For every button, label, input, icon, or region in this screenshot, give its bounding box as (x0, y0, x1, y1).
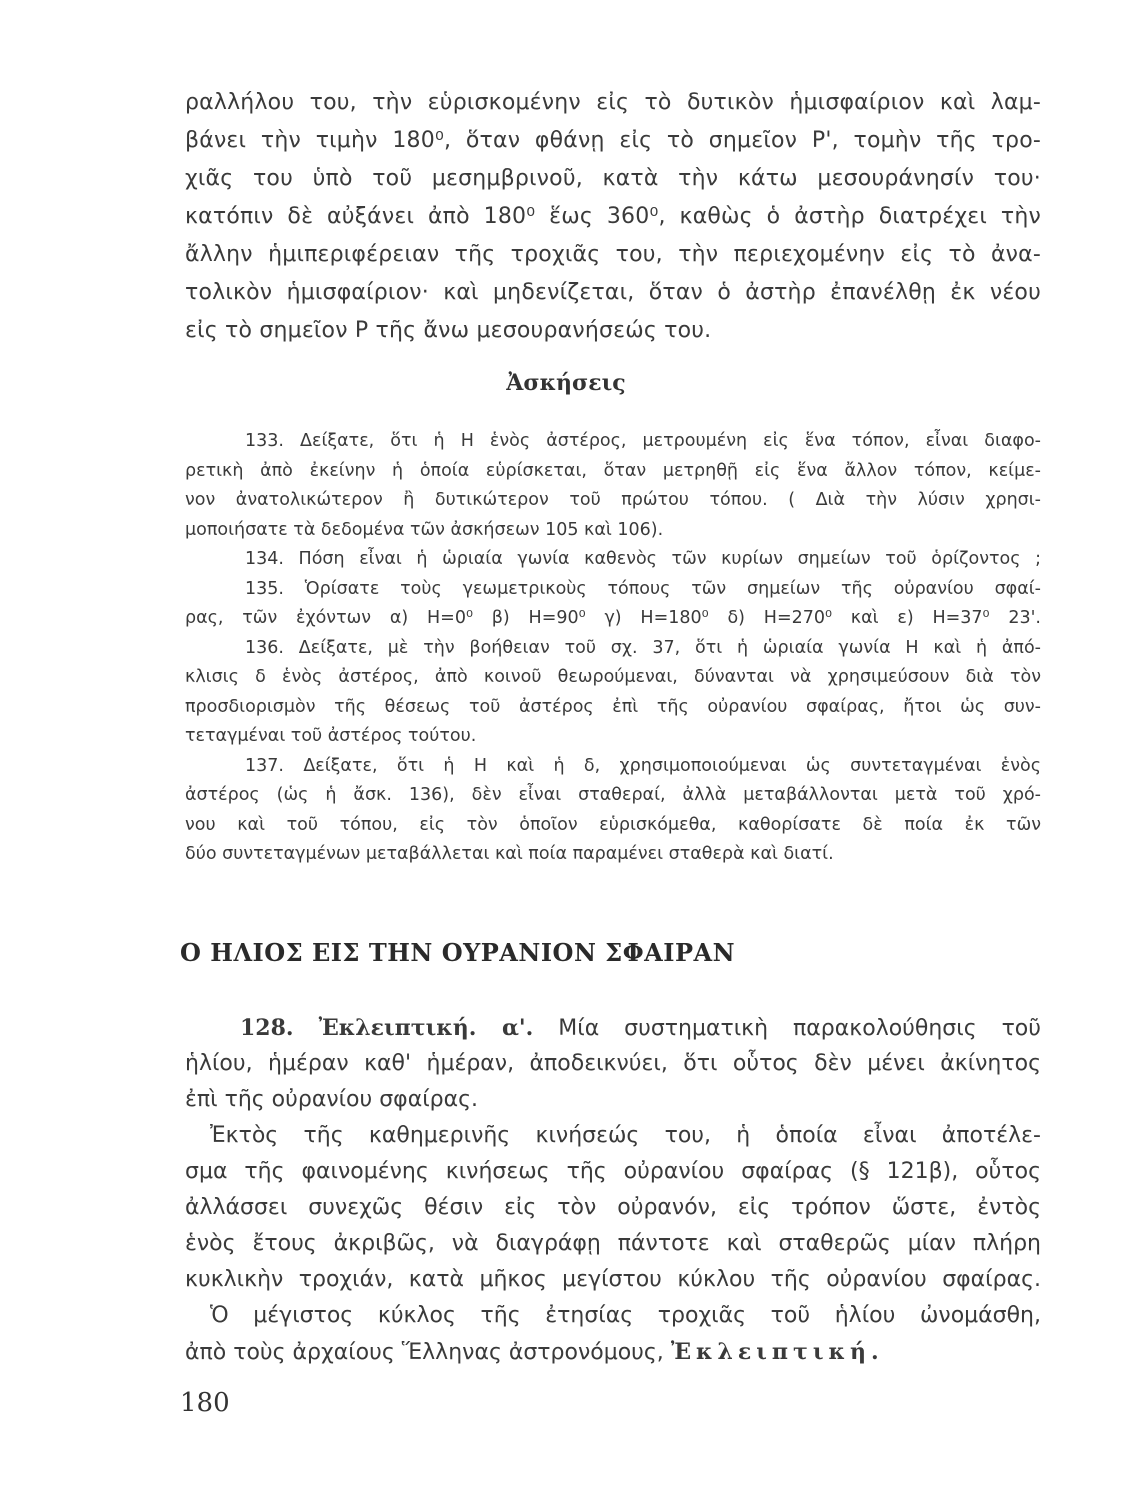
exercise-line: 137. Δείξατε, ὅτι ἡ Η καὶ ἡ δ, χρησιμοποιούμεναι ὡς συντεταγμέναι ἑνὸς (245, 755, 1041, 776)
text-line: κατόπιν δὲ αὐξάνει ἀπὸ 180⁰ ἕως 360⁰, καθὼς ὁ ἀστὴρ διατρέχει τὴν (185, 204, 1041, 229)
text-line: ἡλίου, ἡμέραν καθ' ἡμέραν, ἀποδεικνύει, ὅτι οὗτος δὲν μένει ἀκίνητος (185, 1051, 1041, 1076)
ecliptic-term: Ἐκλειπτική. (670, 1339, 884, 1365)
section-number: 128. (240, 1015, 294, 1041)
text-line: ραλλήλου του, τὴν εὑρισκομένην εἰς τὸ δυτικὸν ἡμισφαίριον καὶ λαμ- (185, 90, 1041, 115)
text-line: σμα τῆς φαινομένης κινήσεως τῆς οὐρανίου σφαίρας (§ 121β), οὗτος (185, 1159, 1041, 1184)
exercise-line: 135. Ὁρίσατε τοὺς γεωμετρικοὺς τόπους τῶν σημείων τῆς οὐρανίου σφαί- (245, 578, 1041, 599)
exercise-line: ἀστέρος (ὡς ἡ ἄσκ. 136), δὲν εἶναι σταθεραί, ἀλλὰ μεταβάλλονται μετὰ τοῦ χρό- (185, 785, 1041, 805)
page-number: 180 (180, 1388, 230, 1418)
exercise-line: 136. Δείξατε, μὲ τὴν βοήθειαν τοῦ σχ. 37, ὅτι ἡ ὡριαία γωνία Η καὶ ἡ ἀπό- (245, 637, 1041, 658)
exercises-list (185, 427, 1041, 870)
exercise-line: 134. Πόση εἶναι ἡ ὡριαία γωνία καθενὸς τῶν κυρίων σημείων τοῦ ὁρίζοντος ; (245, 549, 1041, 569)
text-span: Μία συστηματικὴ παρακολούθησις τοῦ (558, 1016, 1041, 1041)
exercise-line: μοποιήσατε τὰ δεδομένα τῶν ἀσκήσεων 105 καὶ 106). (185, 519, 664, 540)
text-line: ἀλλάσσει συνεχῶς θέσιν εἰς τὸν οὐρανόν, εἰς τρόπον ὥστε, ἐντὸς (185, 1195, 1041, 1220)
section-128 (185, 1010, 1041, 1370)
text-line: κυκλικὴν τροχιάν, κατὰ μῆκος μεγίστου κύκλου τῆς οὐρανίου σφαίρας. (185, 1267, 1041, 1292)
text-line: τολικὸν ἡμισφαίριον· καὶ μηδενίζεται, ὅταν ὁ ἀστὴρ ἐπανέλθῃ ἐκ νέου (185, 280, 1041, 305)
exercise-line: προσδιορισμὸν τῆς θέσεως τοῦ ἀστέρος ἐπὶ τῆς οὐρανίου σφαίρας, ἤτοι ὡς συν- (185, 696, 1041, 717)
exercise-line: κλισις δ ἑνὸς ἀστέρος, ἀπὸ κοινοῦ θεωρούμεναι, δύνανται νὰ χρησιμεύσουν διὰ τὸν (185, 667, 1041, 687)
exercise-line: τεταγμέναι τοῦ ἀστέρος τούτου. (185, 726, 477, 746)
exercise-line: νον ἀνατολικώτερον ἢ δυτικώτερον τοῦ πρώτου τόπου. ( Διὰ τὴν λύσιν χρησι- (185, 490, 1041, 510)
text-line: χιᾶς του ὑπὸ τοῦ μεσημβρινοῦ, κατὰ τὴν κάτω μεσουράνησίν του· (185, 166, 1041, 191)
exercise-line: δύο συντεταγμένων μεταβάλλεται καὶ ποία παραμένει σταθερὰ καὶ διατί. (185, 844, 834, 864)
text-line: Ὁ μέγιστος κύκλος τῆς ἐτησίας τροχιᾶς τοῦ ἡλίου ὠνομάσθη, (210, 1303, 1041, 1328)
paragraph-continuation (185, 84, 1041, 350)
text-line: ἑνὸς ἔτους ἀκριβῶς, νὰ διαγράφῃ πάντοτε καὶ σταθερῶς μίαν πλήρη (185, 1231, 1041, 1256)
exercise-line: 133. Δείξατε, ὅτι ἡ Η ἑνὸς ἀστέρος, μετρουμένη εἰς ἕνα τόπον, εἶναι διαφο- (245, 431, 1041, 451)
text-span: ἀπὸ τοὺς ἀρχαίους Ἕλληνας ἀστρονόμους, (185, 1340, 664, 1365)
section-subtitle: Ἐκλειπτική. α'. (318, 1015, 534, 1041)
text-line (185, 1010, 1041, 1046)
text-line: ἄλλην ἡμιπεριφέρειαν τῆς τροχιᾶς του, τὴν περιεχομένην εἰς τὸ ἀνα- (185, 242, 1041, 267)
text-line: βάνει τὴν τιμὴν 180⁰, ὅταν φθάνῃ εἰς τὸ σημεῖον Ρ', τομὴν τῆς τρο- (185, 128, 1041, 153)
exercise-line: ρετικὴ ἀπὸ ἐκείνην ἡ ὁποία εὑρίσκεται, ὅταν μετρηθῇ εἰς ἕνα ἄλλον τόπον, κείμε- (185, 460, 1041, 481)
text-line: εἰς τὸ σημεῖον Ρ τῆς ἄνω μεσουρανήσεώς του. (185, 318, 712, 343)
text-line: ἐπὶ τῆς οὐρανίου σφαίρας. (185, 1087, 479, 1112)
exercise-line: ρας, τῶν ἐχόντων α) Η=0⁰ β) Η=90⁰ γ) Η=180⁰ δ) Η=270⁰ καὶ ε) Η=37⁰ 23'. (185, 608, 1041, 628)
text-line (185, 1334, 1041, 1370)
text-line: Ἐκτὸς τῆς καθημερινῆς κινήσεώς του, ἡ ὁποία εἶναι ἀποτέλε- (210, 1123, 1041, 1148)
section-title: Ο ΗΛΙΟΣ ΕΙΣ ΤΗΝ ΟΥΡΑΝΙΟΝ ΣΦΑΙΡΑΝ (180, 938, 736, 967)
exercise-line: νου καὶ τοῦ τόπου, εἰς τὸν ὁποῖον εὑρισκόμεθα, καθορίσατε δὲ ποία ἐκ τῶν (185, 814, 1041, 835)
exercises-heading: Ἀσκήσεις (506, 370, 626, 396)
